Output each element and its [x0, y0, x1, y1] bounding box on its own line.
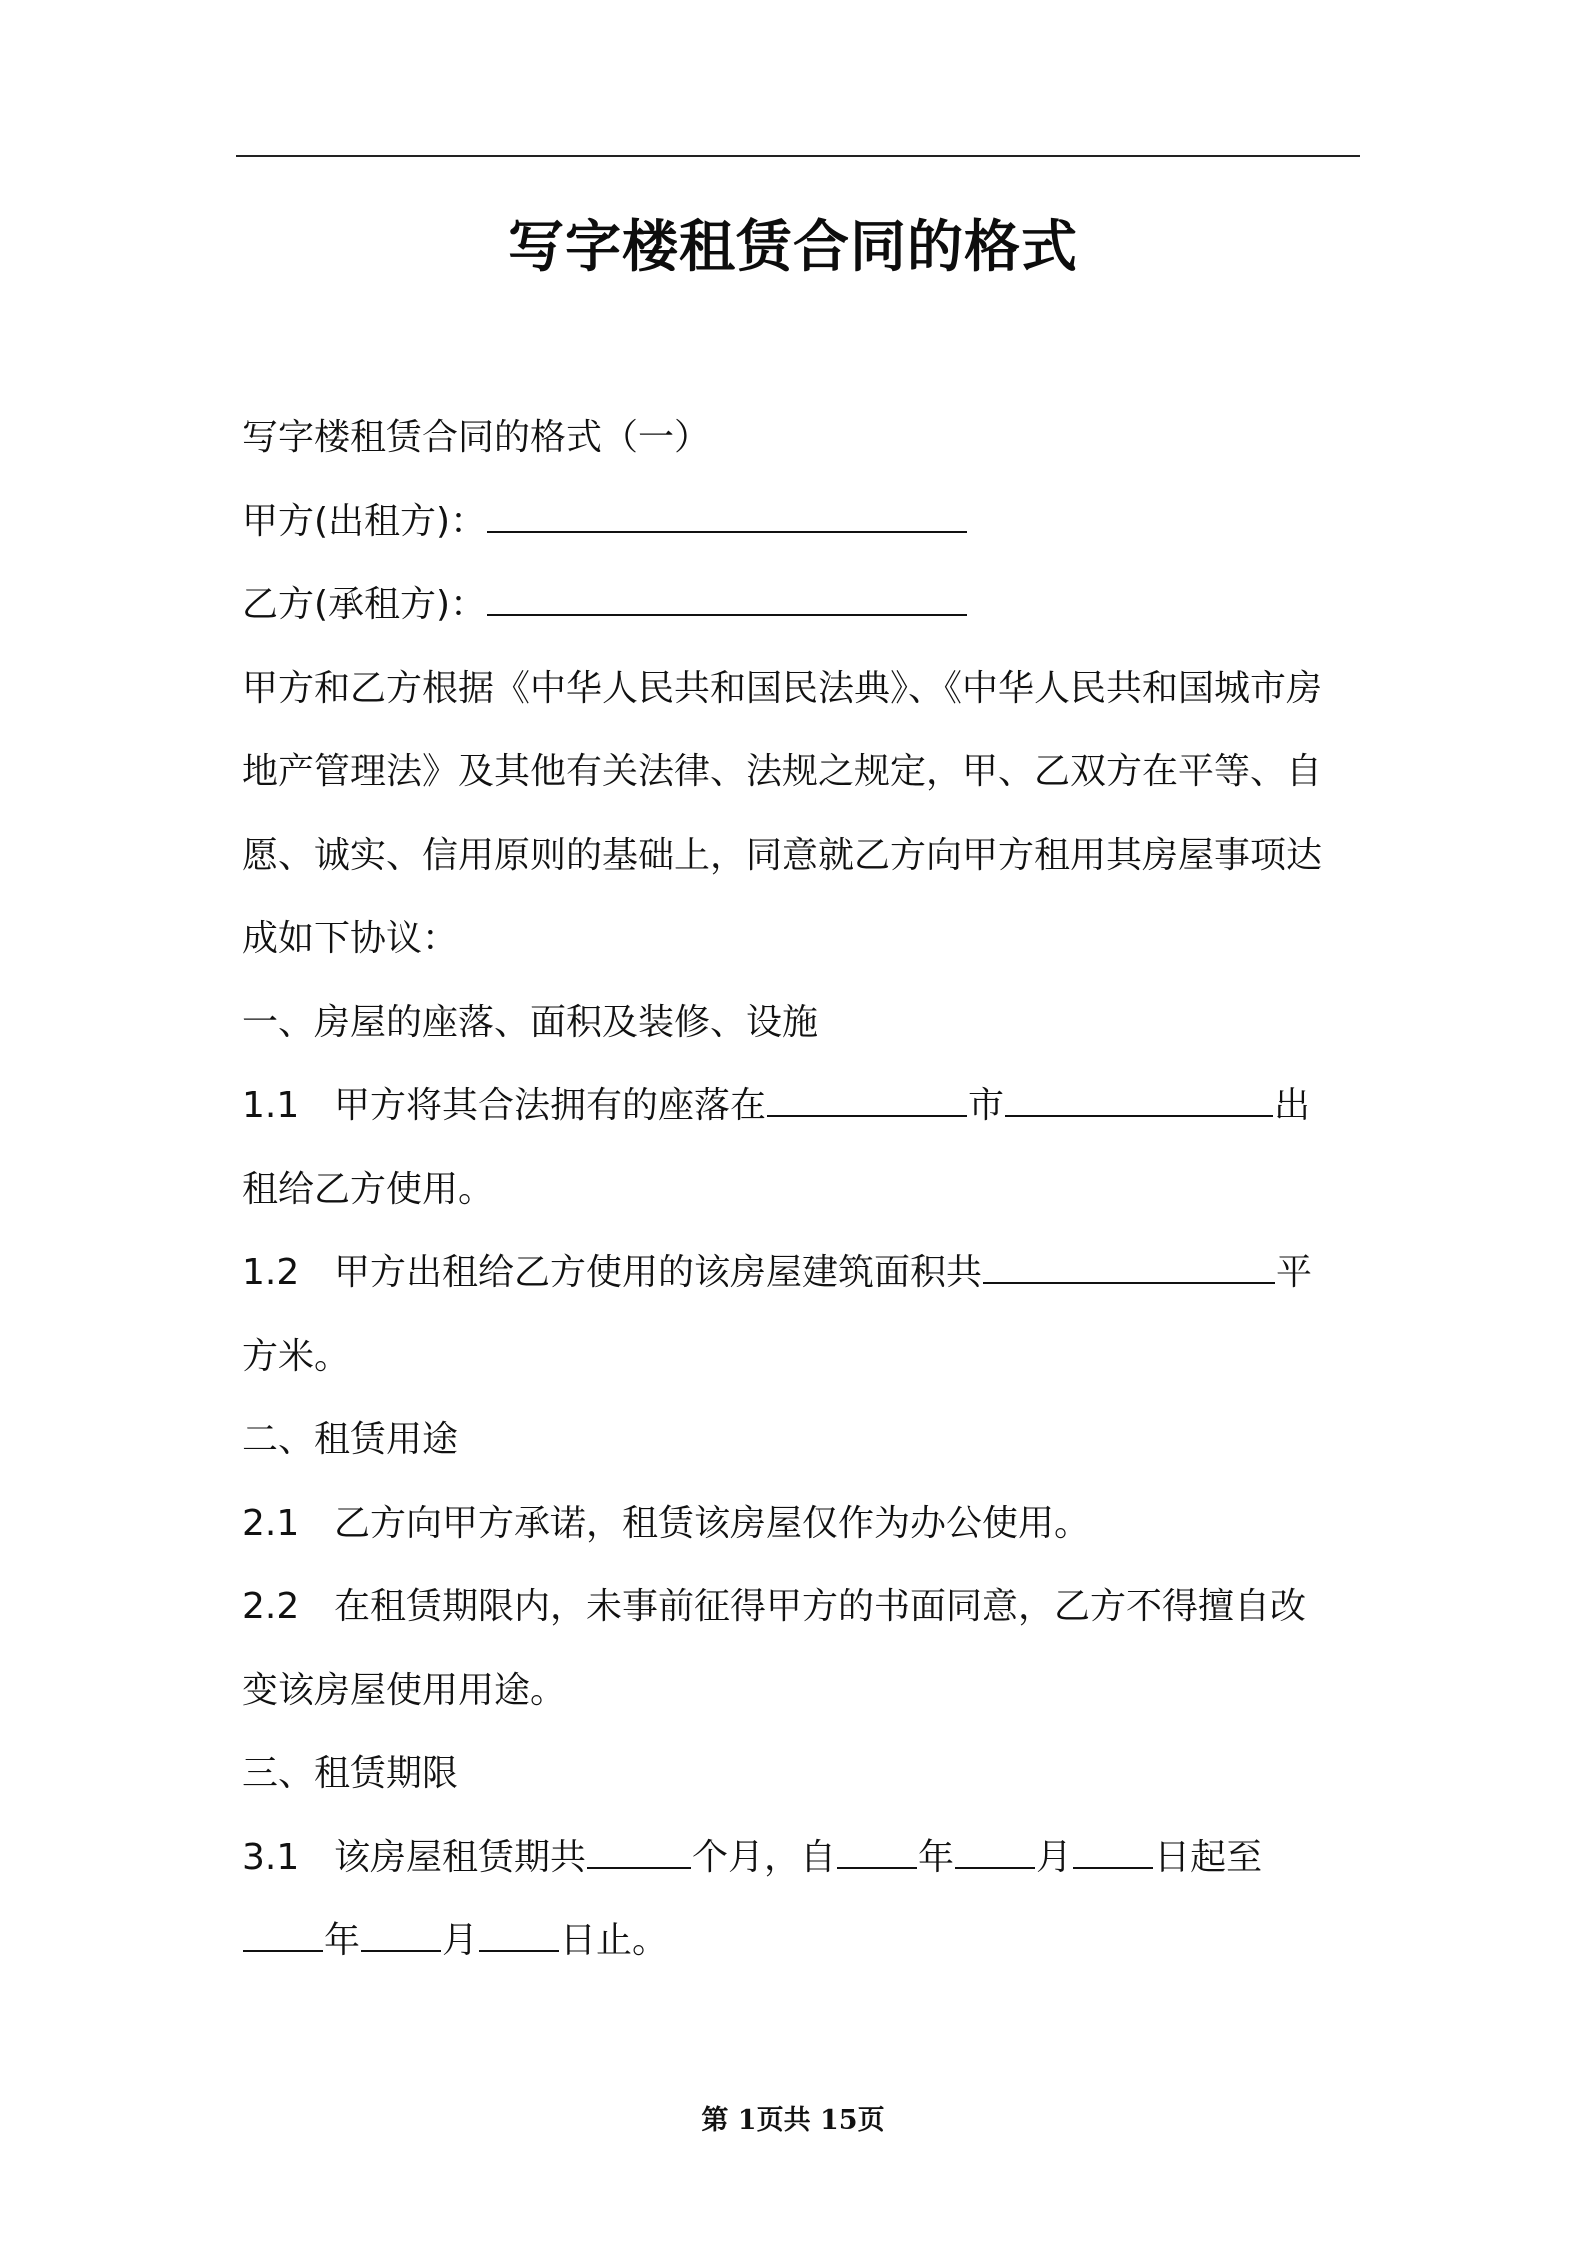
clause-text: 甲方将其合法拥有的座落在: [334, 1085, 767, 1126]
preamble-line: 愿、诚实、信用原则的基础上，同意就乙方向甲方租用其房屋事项达: [242, 834, 1323, 876]
clause-text: 出: [1274, 1085, 1311, 1126]
party-a-line: [242, 480, 1362, 564]
clause-3-1: [242, 1816, 1362, 1900]
preamble-line: 成如下协议：: [242, 918, 459, 959]
section-heading: 三、租赁期限: [242, 1753, 459, 1794]
clause-text: 月: [1036, 1836, 1073, 1878]
party-b-line: [242, 563, 1362, 647]
party-a-blank: [487, 493, 967, 533]
start-day-blank: [1073, 1829, 1153, 1869]
clause-text: 日止。: [560, 1920, 669, 1961]
preamble-line: 地产管理法》及其他有关法律、法规之规定，甲、乙双方在平等、自: [242, 751, 1323, 792]
clause-number: 2.1: [242, 1502, 300, 1544]
clause-number: 1.2: [242, 1252, 300, 1293]
party-b-blank: [487, 576, 967, 616]
clause-number: 1.1: [242, 1085, 300, 1126]
clause-text: 在租赁期限内，未事前征得甲方的书面同意，乙方不得擅自改: [334, 1586, 1307, 1627]
clause-text: 该房屋租赁期共: [334, 1836, 587, 1878]
clause-1-2: [242, 1231, 1362, 1315]
end-day-blank: [479, 1912, 559, 1952]
clause-continuation: 租给乙方使用。: [242, 1168, 495, 1210]
page-footer: 第 1页共 15页: [701, 2105, 885, 2136]
clause-text: 个月，自: [692, 1836, 837, 1878]
clause-text: 年: [918, 1836, 955, 1878]
subtitle: 写字楼租赁合同的格式（一）: [242, 417, 711, 458]
section-heading: 二、租赁用途: [242, 1419, 459, 1460]
start-month-blank: [955, 1829, 1035, 1869]
document-title: 写字楼租赁合同的格式: [508, 215, 1078, 280]
header-rule: [236, 155, 1360, 157]
clause-continuation: [242, 1899, 1362, 1983]
clause-continuation: 变该房屋使用用途。: [242, 1669, 567, 1711]
end-year-blank: [243, 1912, 323, 1952]
party-b-label: 乙方(承租方)：: [242, 584, 487, 625]
start-year-blank: [837, 1829, 917, 1869]
clause-text: 平: [1276, 1252, 1313, 1293]
area-blank: [983, 1244, 1275, 1284]
section-heading: 一、房屋的座落、面积及装修、设施: [242, 1001, 819, 1043]
document-body: [242, 396, 1362, 1983]
clause-text: 甲方出租给乙方使用的该房屋建筑面积共: [334, 1252, 983, 1293]
end-month-blank: [361, 1912, 441, 1952]
address-blank: [1005, 1077, 1273, 1117]
clause-2-1: [242, 1482, 1362, 1566]
clause-text: 日起至: [1154, 1836, 1263, 1878]
clause-number: 3.1: [242, 1836, 300, 1878]
clause-text: 月: [442, 1920, 479, 1961]
clause-1-1: [242, 1064, 1362, 1148]
clause-number: 2.2: [242, 1586, 300, 1627]
clause-continuation: 方米。: [242, 1335, 351, 1377]
preamble-line: 甲方和乙方根据《中华人民共和国民法典》、《中华人民共和国城市房: [242, 667, 1323, 709]
city-blank: [767, 1077, 967, 1117]
clause-text: 市: [968, 1085, 1005, 1126]
clause-2-2: [242, 1565, 1362, 1649]
months-blank: [587, 1829, 691, 1869]
clause-text: 年: [324, 1920, 361, 1961]
party-a-label: 甲方(出租方)：: [242, 500, 487, 542]
clause-text: 乙方向甲方承诺，租赁该房屋仅作为办公使用。: [334, 1502, 1091, 1544]
